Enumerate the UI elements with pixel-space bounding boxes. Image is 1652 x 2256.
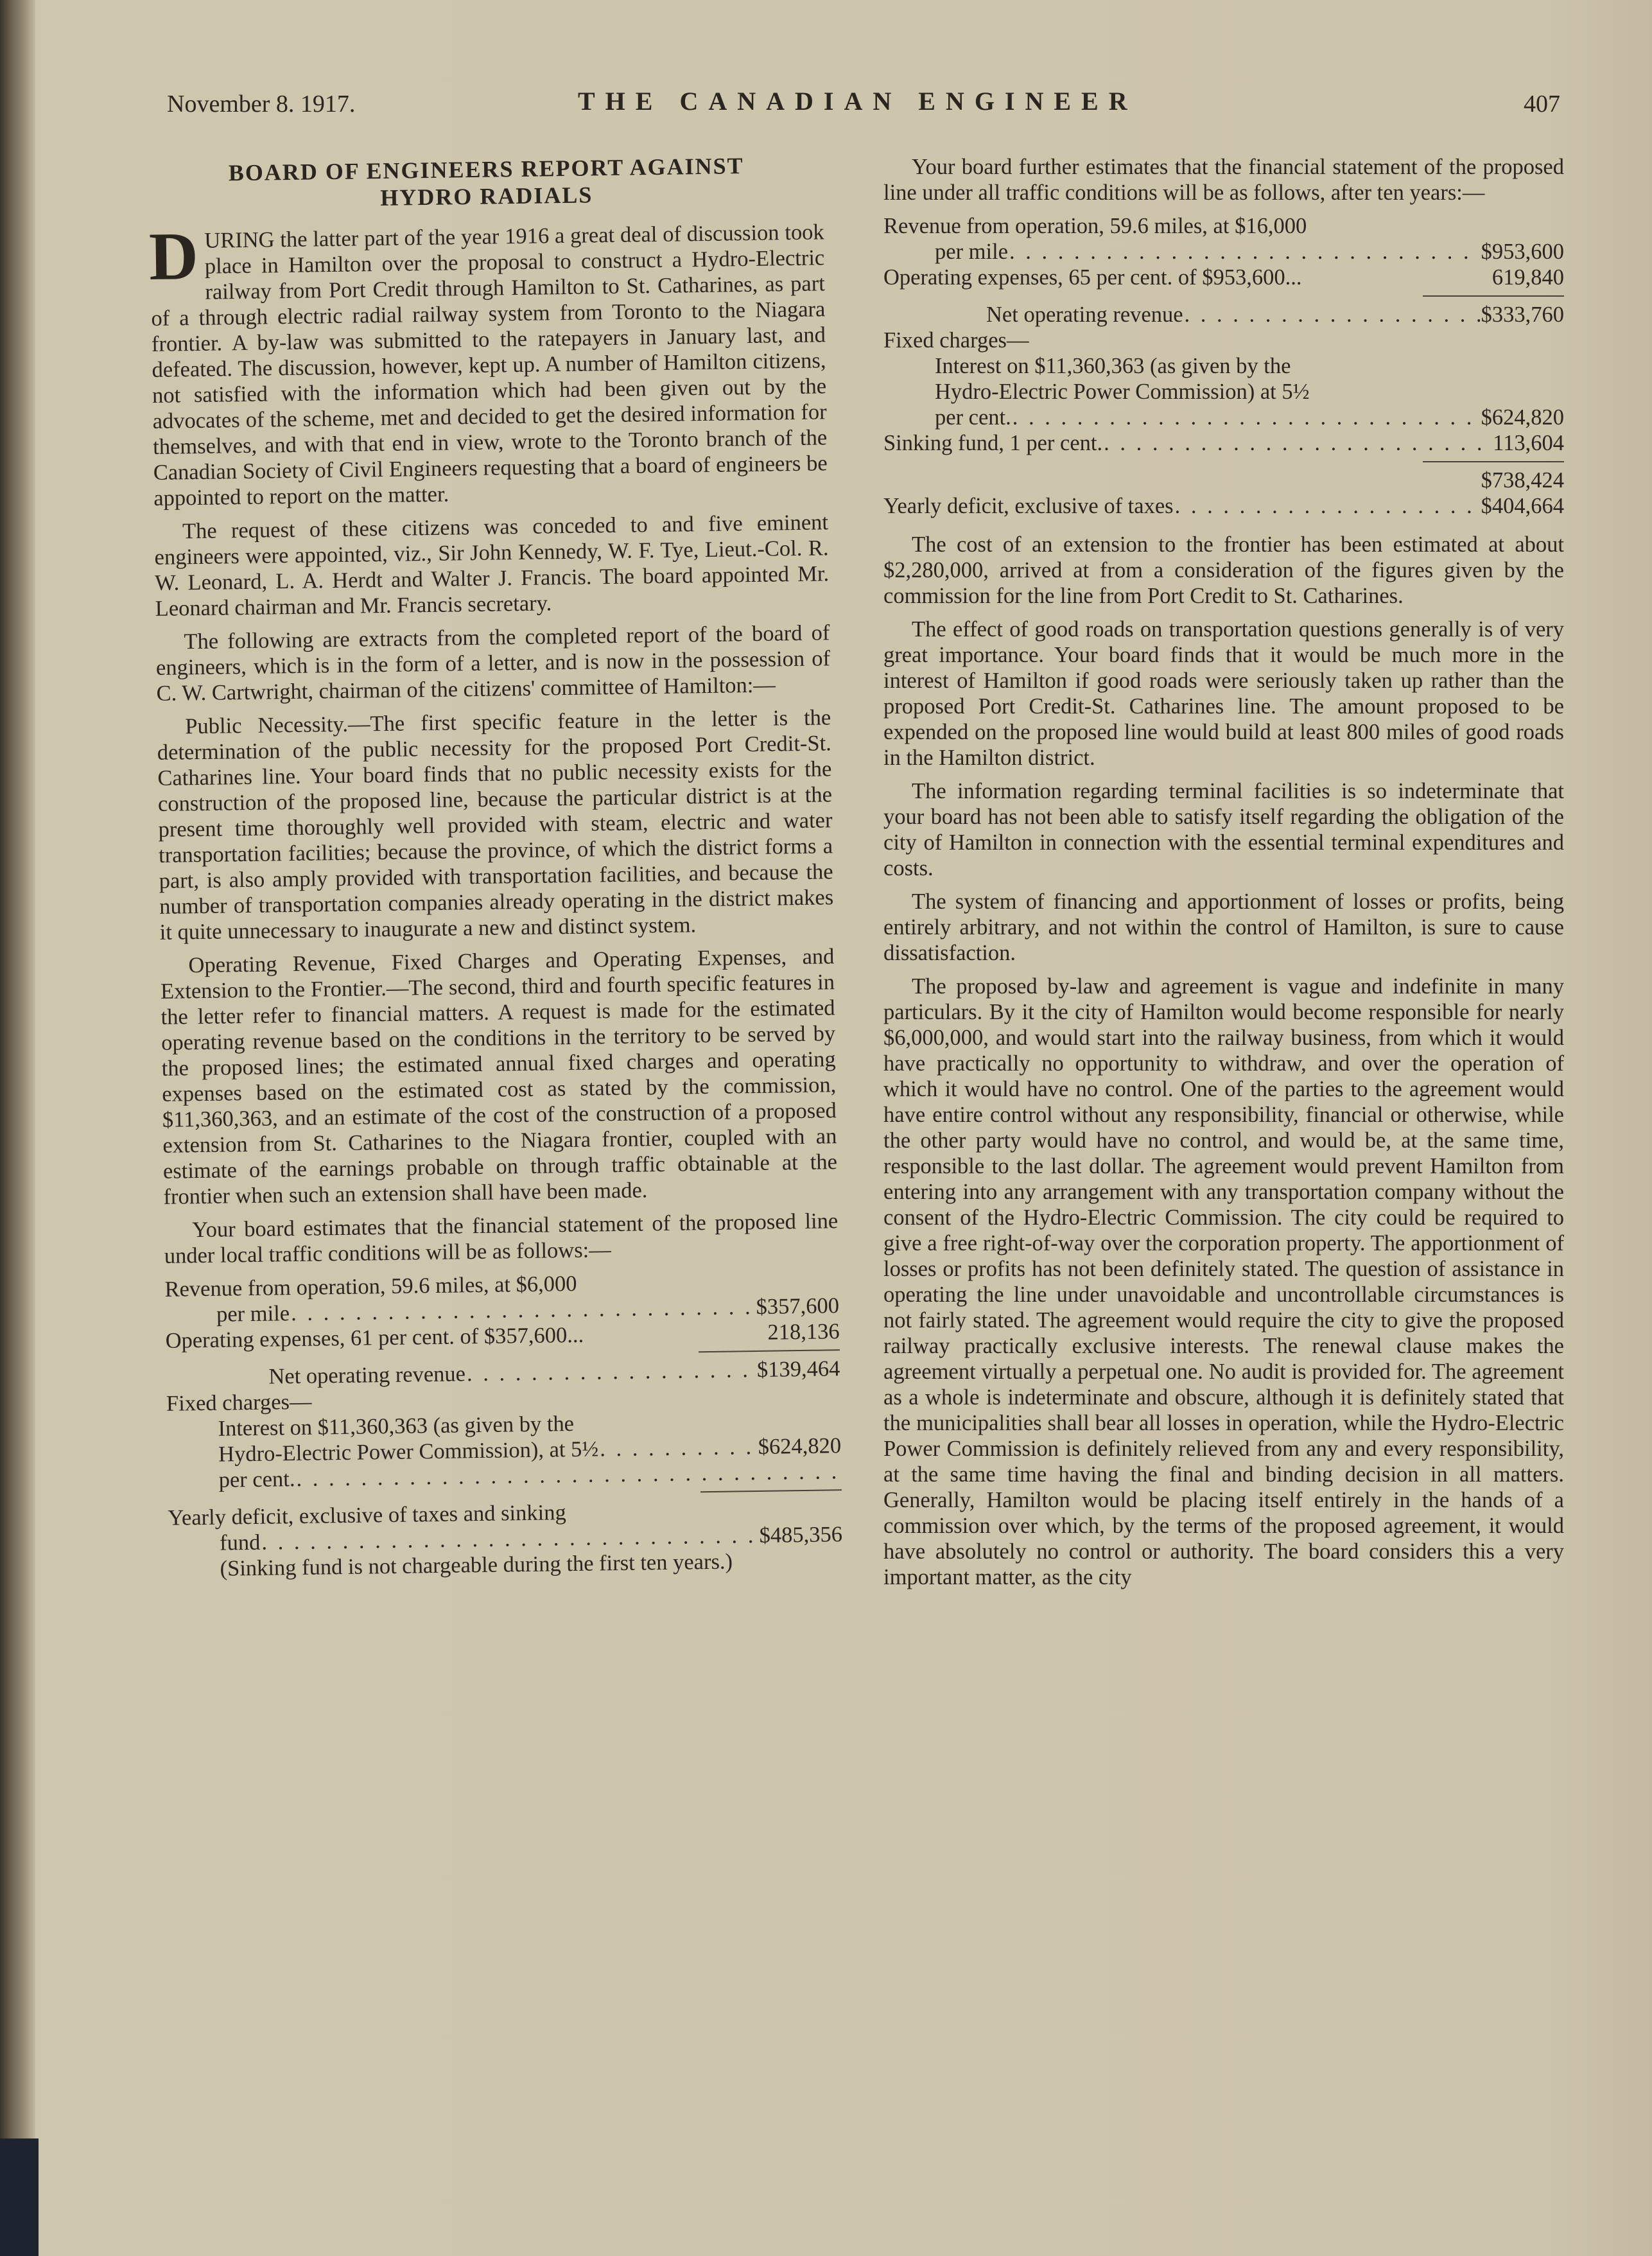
lead-in: URING [204,227,275,253]
local-revenue-amount: $357,600 [756,1293,840,1319]
all-interest-amount: $624,820 [1481,405,1564,430]
all-revenue-per-mile: per mile [935,240,1008,264]
all-revenue-amount: $953,600 [1481,240,1564,264]
right-column [883,154,1564,1598]
local-deficit-amount: $485,356 [759,1522,843,1548]
book-spine-shadow [0,0,35,2256]
local-deficit-line-1: Yearly deficit, exclusive of taxes and sinking [168,1500,566,1530]
rule [699,1349,840,1352]
rule [1423,295,1564,297]
local-net-amount: $139,464 [756,1356,840,1382]
page-number: 407 [1524,91,1560,118]
paragraph-extension-cost: The cost of an extension to the frontier has been estimated at about $2,280,000, arrived at from a consideration of the figures given by the commission for the line from Port Credit to St. Catharines. [883,532,1564,608]
paragraph-local-estimate: Your board estimates that the financial statement of the proposed line under local traffic conditions will be as follows:— [164,1209,839,1268]
issue-date: November 8. 1917. [167,91,356,118]
local-interest-line-2: Hydro-Electric Power Commission), at 5½ [218,1437,599,1467]
local-net-label: Net operating revenue [268,1361,466,1389]
title-line-2: HYDRO RADIALS [380,182,593,211]
local-fixed-heading: Fixed charges— [166,1389,312,1416]
paragraph-extracts: The following are extracts from the completed report of the board of engineers, which is in the form of a letter, and is now in the possession of C. W. Cartwright, chairman of the citizens' committee of Hamilton:— [155,620,831,706]
paragraph-by-law-agreement: The proposed by-law and agreement is vague and indefinite in many particulars. By it the city of Hamilton would become responsible for nearly $6,000,000, and would start into the railway business, from which it would have practically no opportunity to withdraw, and over the operation of which it would have no control. One of the parties to the agreement would have entire control without any responsibility, financial or otherwise, while the other party would have no control, and would be, at the same time, responsible to the last dollar. The agreement would prevent Hamilton from entering into any arrangement with any transportation company without the consent of the Hydro-Electric Commission. The city could be required to give a free right-of-way over the corporation property. The apportionment of losses or profits has not been definitely stated. The question of assistance in operating the line under unavoidable and uncontrollable circumstances is not fairly stated. The agreement would require the city to give the proposed railway practically exclusive interests. The renewal clause makes the agreement virtually a perpetual one. No audit is provided for. The agreement as a whole is indeterminate and obscure, although it is definitely stated that the municipalities shall bear all losses in operation, while the Hydro-Electric Power Commission is definitely relieved from any and every responsibility, at the same time having the final and binding decision in all matters. Generally, Hamilton would be placing itself entirely in the hands of a commission over which, by the terms of the proposed agreement, it would have absolutely no control or authority. The board considers this a very important matter, as the city [883,974,1564,1589]
all-interest-line-2: Hydro-Electric Power Commission) at 5½ [935,380,1310,404]
all-traffic-statement [883,213,1564,519]
all-revenue-label: Revenue from operation, 59.6 miles, at $16,000 [883,214,1307,238]
paragraph-financing: The system of financing and apportionment of losses or profits, being entirely arbitrary, and not within the control of Hamilton, is sure to cause dissatisfaction. [883,889,1564,965]
all-subtotal: $738,424 [1481,468,1564,493]
all-deficit-amount: $404,664 [1481,494,1564,518]
local-opex-label: Operating expenses, 61 per cent. of $357,600... [165,1322,584,1353]
all-sinking-amount: 113,604 [1493,431,1564,455]
local-opex-amount: 218,136 [767,1319,840,1345]
drop-cap: D [148,218,199,295]
paragraph-intro-text: the latter part of the year 1916 a great deal of discussion took place in Hamilton over the proposal to construct a Hydro-Electric railway from Port Credit through Hamilton to St. Catharines, as part of a through electric radial railway system from Toronto to the Niagara frontier. A by-law was submitted to the ratepayers in January last, and defeated. The discussion, however, kept up. A number of Hamilton citizens, not satisfied with the information which had been given out by the advocates of the scheme, met and decided to get the desired information for themselves, and with that end in view, wrote to the Toronto branch of the Canadian Society of Civil Engineers requesting that a board of engineers be appointed to report on the matter. [151,220,828,511]
all-deficit-label: Yearly deficit, exclusive of taxes [883,494,1174,518]
rule [700,1489,842,1492]
all-interest-line-1: Interest on $11,360,363 (as given by the [935,354,1291,378]
all-opex-label: Operating expenses, 65 per cent. of $953,600... [883,265,1302,290]
local-revenue-label: Revenue from operation, 59.6 miles, at $6,000 [164,1271,577,1302]
paragraph-intro [150,219,828,511]
all-net-label: Net operating revenue [986,302,1183,327]
all-net-amount: $333,760 [1481,302,1564,327]
paragraph-public-necessity: Public Necessity.—The first specific feature in the letter is the determination of the public necessity for the proposed Port Credit-St. Catharines line. Your board finds that no public necessity exists for the construction of the proposed line, because the particular district is at the present time thoroughly well provided with steam, electric and water transportation facilities; because the province, of which the district forms a part, is also amply provided with transportation facilities, and because the number of transportation companies already operating in the district makes it quite unnecessary to inaugurate a new and distinct system. [157,705,834,945]
journal-title: THE CANADIAN ENGINEER [578,87,1138,116]
left-column [149,151,843,1595]
binding-edge [0,2138,39,2256]
local-revenue-per-mile: per mile [216,1301,290,1327]
all-opex-amount: 619,840 [1491,265,1564,290]
article-title [149,151,824,214]
running-header [167,87,1560,128]
rule [1423,461,1564,462]
sinking-fund-note: (Sinking fund is not chargeable during the first ten years.) [220,1549,733,1581]
all-fixed-heading: Fixed charges— [883,328,1029,353]
paragraph-operating-revenue: Operating Revenue, Fixed Charges and Operating Expenses, and Extension to the Frontier.—The second, third and fourth specific features in the letter refer to financial matters. A request is made for the estimated operating revenue based on the conditions in the territory to be served by the proposed lines; the estimated annual fixed charges and operating expenses based on the estimated cost as stated by the commission, $11,360,363, and an estimate of the cost of the construction of a proposed extension from St. Catharines to the Niagara frontier, coupled with an estimate of the earnings probable on through traffic obtainable at the frontier when such an extension shall have been made. [160,944,838,1209]
all-interest-line-3: per cent. [935,405,1011,430]
local-deficit-line-2: fund [219,1530,261,1555]
local-interest-line-1: Interest on $11,360,363 (as given by the [218,1411,575,1441]
paragraph-all-traffic-estimate: Your board further estimates that the financial statement of the proposed line under all traffic conditions will be as follows, after ten years:— [883,155,1564,205]
local-interest-amount: $624,820 [758,1433,842,1459]
local-traffic-statement [164,1267,843,1582]
paragraph-appointment: The request of these citizens was conceded to and five eminent engineers were appointed, viz., Sir John Kennedy, W. F. Tye, Lieut.-Col. R. W. Leonard, L. A. Herdt and Walter J. Francis. The board appointed Mr. Leonard chairman and Mr. Francis secretary. [154,510,830,621]
local-interest-line-3: per cent. [218,1467,295,1492]
paragraph-good-roads: The effect of good roads on transportation questions generally is of very great importance. Your board finds that it would be much more in the interest of Hamilton if good roads were seriously taken up rather than the proposed Port Credit-St. Catharines line. The amount proposed to be expended on the proposed line would build at least 800 miles of good roads in the Hamilton district. [883,617,1564,770]
paragraph-terminal-facilities: The information regarding terminal facilities is so indeterminate that your board has not been able to satisfy itself regarding the obligation of the city of Hamilton in connection with the essential terminal expenditures and costs. [883,779,1564,880]
title-line-1: BOARD OF ENGINEERS REPORT AGAINST [228,153,744,186]
all-sinking-label: Sinking fund, 1 per cent. [883,431,1103,455]
